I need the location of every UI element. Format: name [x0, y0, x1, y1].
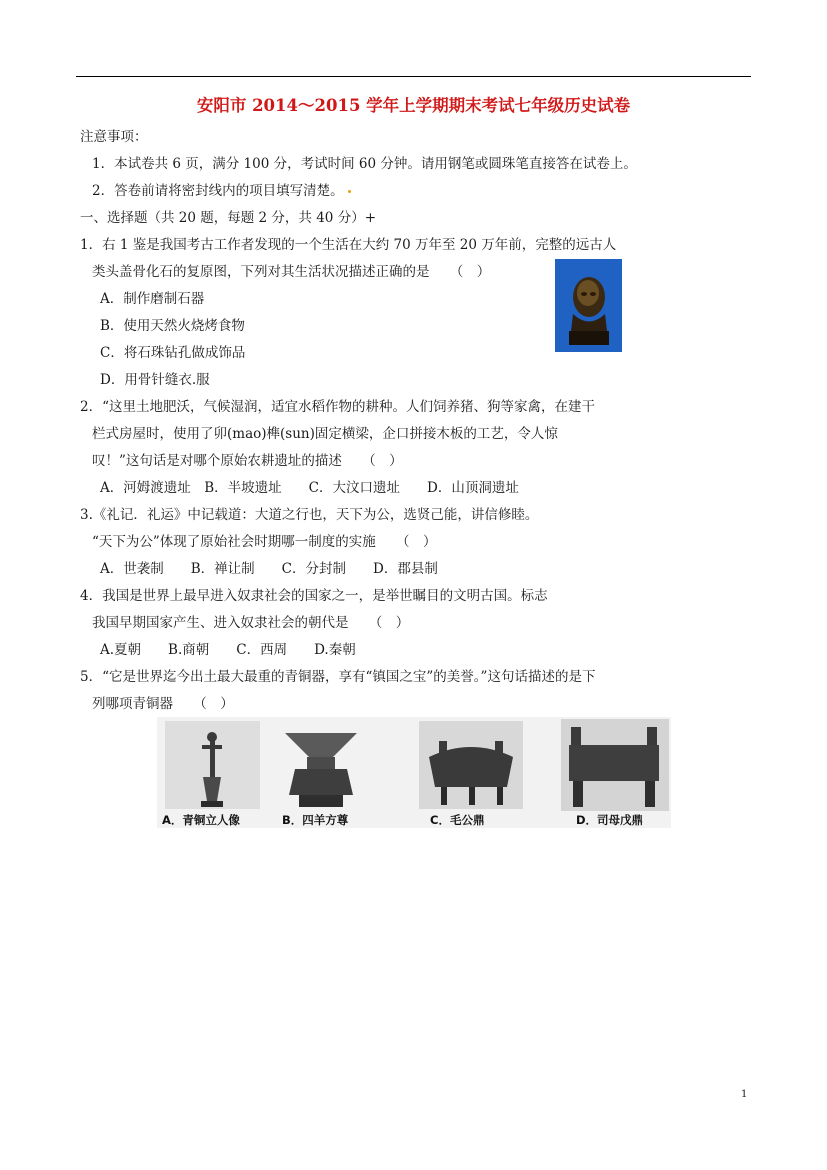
question-1-option-a: A．制作磨制石器 — [100, 291, 205, 307]
question-1-option-b: B．使用天然火烧烤食物 — [100, 318, 245, 334]
question-3-options: A．世袭制 B．禅让制 C．分封制 D．郡县制 — [100, 561, 438, 577]
question-1-stem: 1．右 1 鉴是我国考古工作者发现的一个生活在大约 70 万年至 20 万年前，完整的远古人 — [80, 237, 617, 253]
question-5-stem: 列哪项青铜器 （ ） — [92, 696, 234, 712]
section-heading: 一、选择题（共 20 题，每题 2 分，共 40 分）+ — [80, 210, 377, 226]
bronze-caption-c: C．毛公鼎 — [430, 813, 485, 827]
question-4-stem: 4．我国是世界上最早进入奴隶社会的国家之一，是举世瞩目的文明古国。标志 — [80, 588, 548, 604]
notice-item-text: 2．答卷前请将密封线内的项目填写清楚。 — [92, 183, 344, 199]
skull-reconstruction-image — [555, 259, 622, 352]
notice-item: 1．本试卷共 6 页，满分 100 分，考试时间 60 分钟。请用钢笔或圆珠笔直接答在试卷上。 — [92, 156, 637, 172]
question-5-stem: 5．“它是世界迄今出土最大最重的青铜器，享有“镇国之宝”的美誉。”这句话描述的是下 — [80, 669, 596, 685]
question-3-stem: “天下为公”体现了原始社会时期哪一制度的实施 （ ） — [92, 534, 437, 550]
question-1-option-c: C．将石珠钻孔做成饰品 — [100, 345, 246, 361]
question-2-options: A．河姆渡遗址 B．半坡遗址 C．大汶口遗址 D．山顶洞遗址 — [100, 480, 519, 496]
question-4-stem: 我国早期国家产生、进入奴隶社会的朝代是 （ ） — [92, 615, 410, 631]
bronze-caption-d: D．司母戊鼎 — [576, 813, 644, 827]
question-1-stem: 类头盖骨化石的复原图，下列对其生活状况描述正确的是 （ ） — [92, 264, 491, 280]
question-1-option-d: D．用骨针缝衣.服 — [100, 372, 210, 388]
exam-title: 安阳市 2014～2015 学年上学期期末考试七年级历史试卷 — [196, 96, 631, 115]
notice-item — [92, 182, 351, 200]
top-rule — [76, 76, 751, 77]
question-2-stem: 栏式房屋时，使用了卯(mao)榫(sun)固定横梁，企口拼接木板的工艺，令人惊 — [92, 426, 558, 442]
question-2-stem: 叹！”这句话是对哪个原始农耕遗址的描述 （ ） — [92, 453, 403, 469]
question-2-stem: 2．“这里土地肥沃，气候湿润，适宜水稻作物的耕种。人们饲养猪、狗等家禽，在建干 — [80, 399, 595, 415]
bronze-caption-a: A．青铜立人像 — [162, 813, 240, 827]
stray-dot — [348, 190, 351, 193]
notice-heading: 注意事项： — [80, 129, 148, 145]
question-3-stem: 3.《礼记．礼运》中记载道：大道之行也，天下为公，选贤己能，讲信修睦。 — [80, 507, 539, 523]
question-4-options: A.夏朝 B.商朝 C．西周 D.秦朝 — [100, 642, 356, 658]
bronze-caption-b: B．四羊方尊 — [282, 813, 349, 827]
page-number: 1 — [741, 1089, 748, 1100]
